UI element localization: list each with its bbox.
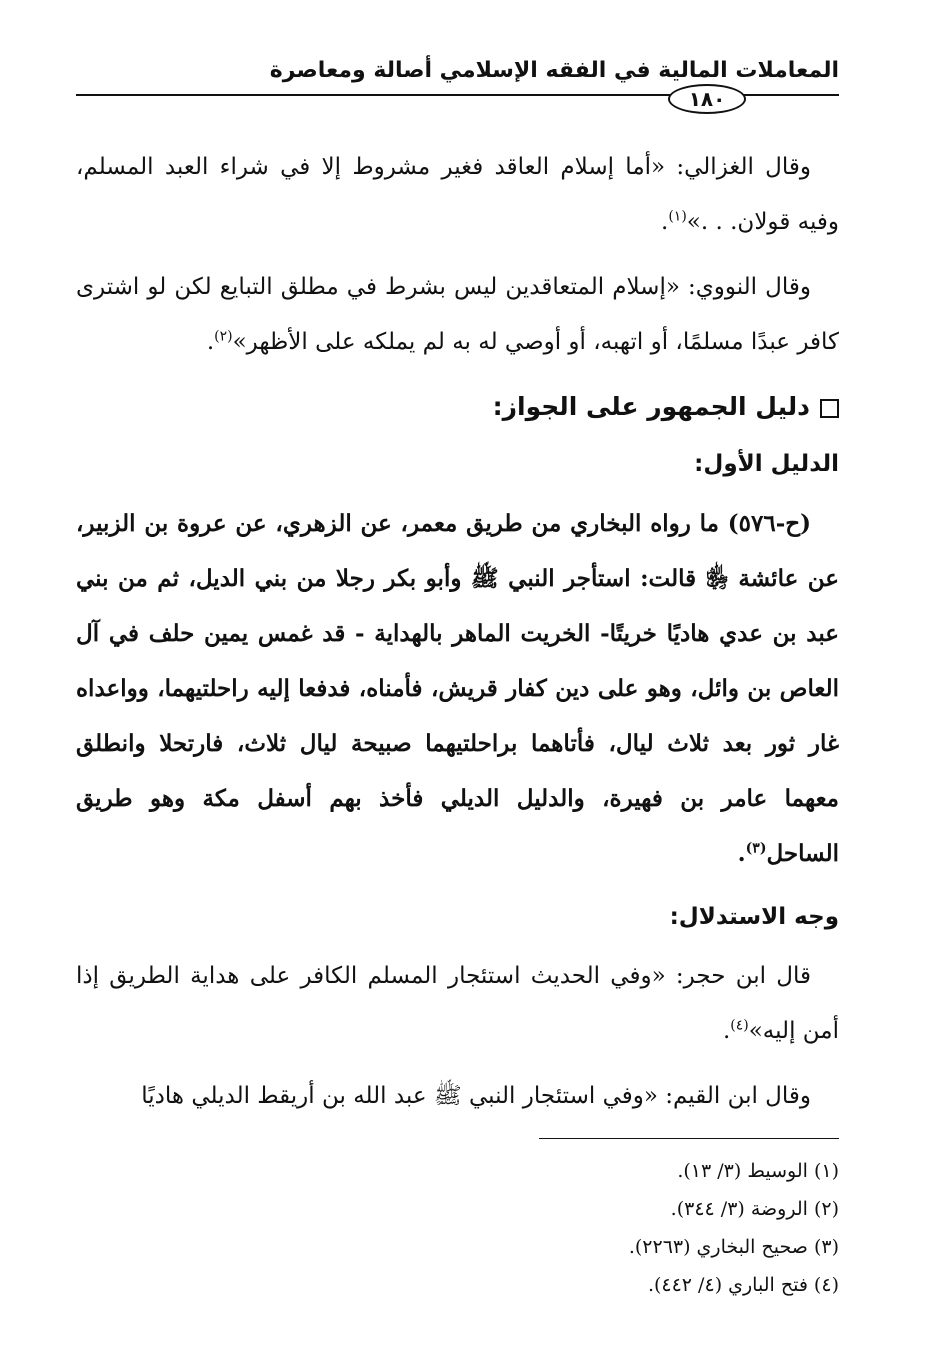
running-header-title: المعاملات المالية في الفقه الإسلامي أصالة ومعاصرة xyxy=(269,58,839,83)
footnote-item: (١) الوسيط (٣/ ١٣). xyxy=(677,1160,839,1182)
footnote-separator xyxy=(539,1138,839,1139)
footnote-item: (٤) فتح الباري (٤/ ٤٤٢). xyxy=(647,1274,839,1296)
subsection-heading-wajh: وجه الاستدلال: xyxy=(669,904,839,930)
square-bullet-icon xyxy=(820,399,839,418)
subsection-heading: الدليل الأول: xyxy=(694,451,839,477)
section-heading xyxy=(76,380,839,434)
footnotes xyxy=(76,1152,839,1304)
paragraph-end: . xyxy=(661,209,669,235)
paragraph-ibn-qayyim xyxy=(76,1069,839,1124)
header-rule-right xyxy=(740,94,839,96)
paragraph-text: وقال الغزالي: «أما إسلام العاقد فغير مشروط إلا في شراء العبد المسلم، وفيه قولان. . .» xyxy=(76,154,839,235)
paragraph-text: وقال ابن القيم: «وفي استئجار النبي ﷺ عبد الله بن أريقط الديلي هاديًا xyxy=(141,1083,811,1109)
footnote-ref: (٣) xyxy=(745,840,767,857)
footnote-ref: (١) xyxy=(668,208,687,225)
paragraph-ibn-hajar xyxy=(76,949,839,1059)
paragraph-nawawi xyxy=(76,260,839,370)
paragraph-end: . xyxy=(206,329,215,355)
body-text xyxy=(76,140,839,1134)
paragraph-hadith xyxy=(76,496,839,881)
page-number: ١٨٠ xyxy=(668,84,746,114)
footnote-ref: (٤) xyxy=(730,1017,749,1034)
paragraph-end: . xyxy=(737,840,746,867)
footnote-item: (٢) الروضة (٣/ ٣٤٤). xyxy=(670,1198,839,1220)
paragraph-text: قال ابن حجر: «وفي الحديث استئجار المسلم الكافر على هداية الطريق إذا أمن إليه» xyxy=(76,963,839,1044)
footnote-item: (٣) صحيح البخاري (٢٢٦٣). xyxy=(628,1236,839,1258)
footnote-ref: (٢) xyxy=(214,328,233,345)
paragraph-text: (ح-٥٧٦) ما رواه البخاري من طريق معمر، عن الزهري، عن عروة بن الزبير، عن عائشة ﵂ قالت: استأجر النبي ﷺ وأبو بكر رجلا من بني الديل، ثم من بني عبد بن عدي هاديًا خريتًا- الخريت الماهر بالهداية - قد غمس يمين حلف في آل العاص بن وائل، وهو على دين كفار قريش، فأمناه، فدفعا إليه راحلتيهما، وواعداه غار ثور بعد ثلاث ليال، فأتاهما براحلتيهما صبيحة ليال ثلاث، فارتحلا وانطلق معهما عامر بن فهيرة، والدليل الديلي فأخذ بهم أسفل مكة وهو طريق الساحل xyxy=(76,510,839,867)
section-heading-text: دليل الجمهور على الجواز: xyxy=(492,392,810,421)
paragraph-ghazali xyxy=(76,140,839,250)
paragraph-text: وقال النووي: «إسلام المتعاقدين ليس بشرط في مطلق التبايع لكن لو اشترى كافر عبدًا مسلمًا، أو اتهبه، أو أوصي له به لم يملكه على الأظهر» xyxy=(76,274,839,355)
paragraph-end: . xyxy=(722,1018,731,1044)
